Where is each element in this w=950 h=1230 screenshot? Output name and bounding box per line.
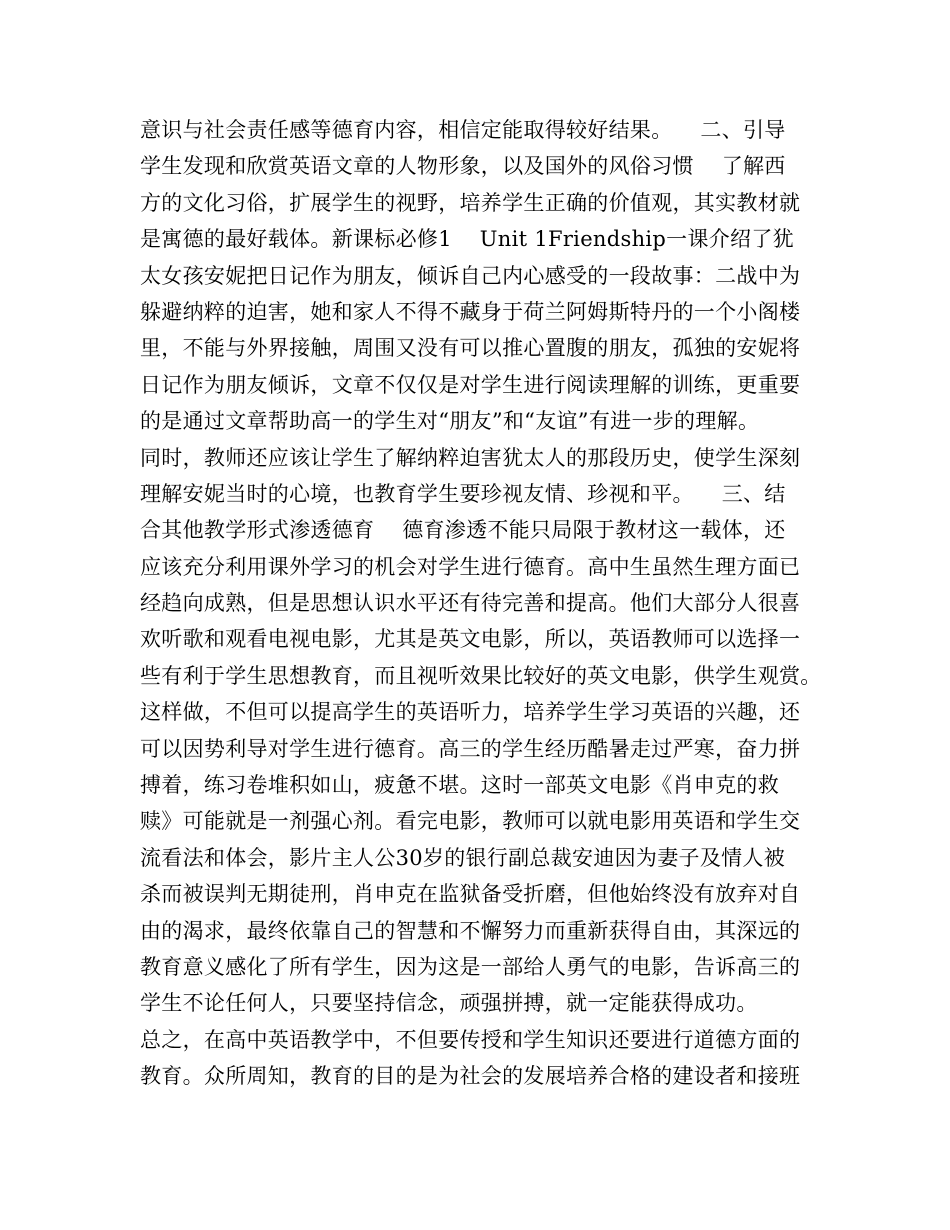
text-line: 欢听歌和观看电视电影，尤其是英文电影，所以，英语教师可以选择一: [140, 627, 801, 652]
text-line: 赎》可能就是一剂强心剂。看完电影，教师可以就电影用英语和学生交: [140, 809, 801, 834]
text-line: 理解安妮当时的心境，也教育学生要珍视友情、珍视和平。 三、结: [140, 481, 786, 506]
text-line: 意识与社会责任感等德育内容，相信定能取得较好结果。 二、引导: [140, 118, 786, 142]
body-text: [140, 112, 830, 1095]
text-line: 搏着，练习卷堆积如山，疲惫不堪。这时一部英文电影《肖申克的救: [140, 773, 779, 798]
text-line: 由的渴求，最终依靠自己的智慧和不懈努力而重新获得自由，其深远的: [140, 918, 801, 943]
text-line: 应该充分利用课外学习的机会对学生进行德育。高中生虽然生理方面已: [140, 554, 801, 579]
text-line: 教育。众所周知，教育的目的是为社会的发展培养合格的建设者和接班: [140, 1064, 801, 1089]
text-line: 方的文化习俗，扩展学生的视野，培养学生正确的价值观，其实教材就: [140, 190, 801, 215]
text-line: 躲避纳粹的迫害，她和家人不得不藏身于荷兰阿姆斯特丹的一个小阁楼: [140, 299, 801, 324]
text-line: 杀而被误判无期徒刑，肖申克在监狱备受折磨，但他始终没有放弃对自: [140, 882, 801, 907]
text-line: 是寓德的最好载体。新课标必修1 Unit 1Friendship一课介绍了犹: [140, 227, 794, 252]
text-line: 经趋向成熟，但是思想认识水平还有待完善和提高。他们大部分人很喜: [140, 591, 801, 616]
text-line: 里，不能与外界接触，周围又没有可以推心置腹的朋友，孤独的安妮将: [140, 336, 801, 361]
text-line: 学生不论任何人，只要坚持信念，顽强拼搏，就一定能获得成功。: [140, 991, 758, 1016]
text-line: 教育意义感化了所有学生，因为这是一部给人勇气的电影，告诉高三的: [140, 954, 801, 979]
text-line: 学生发现和欣赏英语文章的人物形象，以及国外的风俗习惯 了解西: [140, 154, 786, 179]
text-line: 太女孩安妮把日记作为朋友，倾诉自己内心感受的一段故事：二战中为: [140, 263, 801, 288]
text-line: 合其他教学形式渗透德育 德育渗透不能只局限于教材这一载体，还: [140, 518, 786, 543]
text-line: 可以因势利导对学生进行德育。高三的学生经历酷暑走过严寒，奋力拼: [140, 736, 801, 761]
text-line: 些有利于学生思想教育，而且视听效果比较好的英文电影，供学生观赏。: [140, 663, 822, 688]
text-line: 同时，教师还应该让学生了解纳粹迫害犹太人的那段历史，使学生深刻: [140, 445, 801, 470]
text-line: 的是通过文章帮助高一的学生对“朋友”和“友谊”有进一步的理解。: [140, 409, 760, 434]
text-line: 总之，在高中英语教学中，不但要传授和学生知识还要进行道德方面的: [140, 1027, 801, 1052]
text-line: 日记作为朋友倾诉，文章不仅仅是对学生进行阅读理解的训练，更重要: [140, 372, 801, 397]
text-line: 这样做，不但可以提高学生的英语听力，培养学生学习英语的兴趣，还: [140, 700, 801, 725]
text-line: 流看法和体会，影片主人公30岁的银行副总裁安迪因为妻子及情人被: [140, 845, 786, 870]
